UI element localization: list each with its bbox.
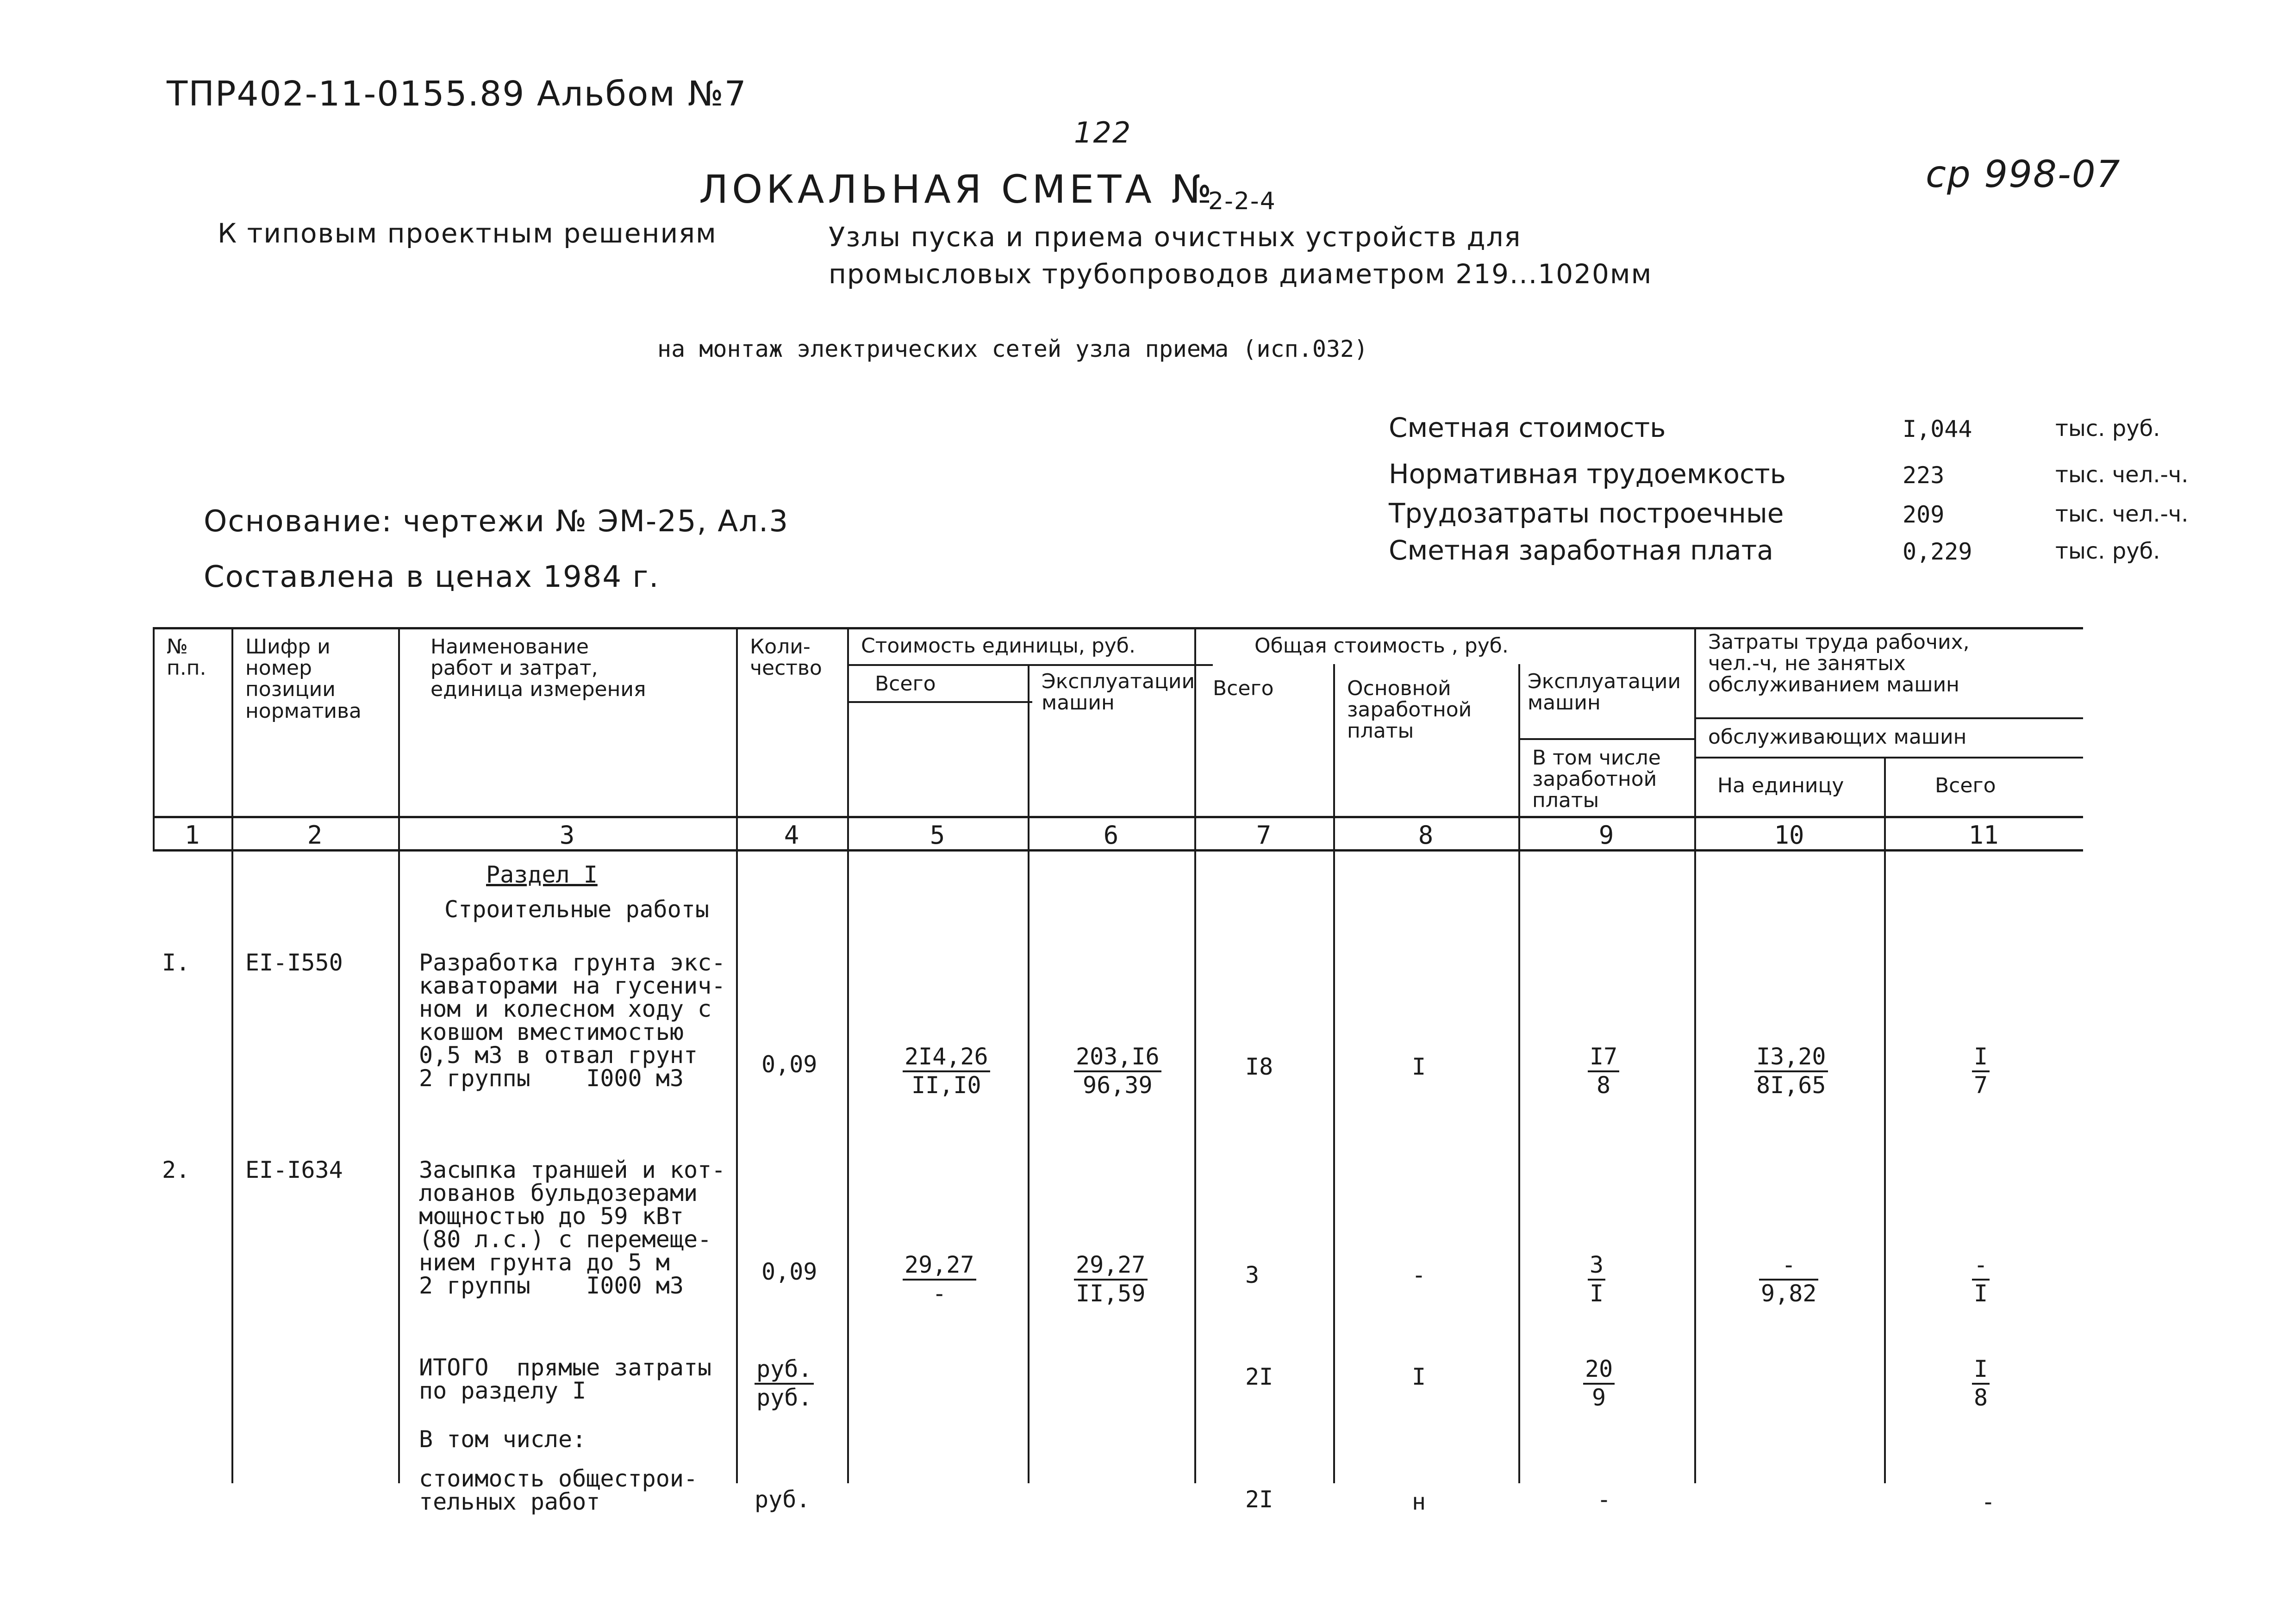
- summary-row-labor-site: [1389, 497, 2254, 539]
- row-total: 3: [1245, 1262, 1260, 1288]
- estimate-table: [153, 627, 2083, 1515]
- row-total: I8: [1245, 1053, 1273, 1080]
- handwritten-annotation: ср 998-07: [1926, 153, 2121, 196]
- row-base-wage: -: [1412, 1262, 1426, 1288]
- col-number: 10: [1774, 821, 1804, 850]
- row-name: Засыпка траншей и кот- лованов бульдозерами мощностью до 59 кВт (80 л.с.) с перемеще- нием грунта до 5 м 2 группы I000 м3: [419, 1157, 726, 1299]
- row-labor-total: $\frac{I}{7}$: [1972, 1044, 1990, 1099]
- page-number: 122: [1074, 116, 1132, 149]
- col-number: 3: [559, 821, 575, 850]
- header-col-9-bottom: В том числе заработной платы: [1532, 746, 1661, 813]
- subtitle-right-line2: промысловых трубопроводов диаметром 219...1020мм: [829, 258, 1653, 290]
- row-unit-total: $\frac{2I4,26}{II,I0}$: [903, 1044, 990, 1099]
- summary-label: Сметная заработная плата: [1389, 535, 1773, 566]
- row-labor-total: - I: [1972, 1252, 1990, 1307]
- row-number: 2.: [162, 1157, 190, 1183]
- header-col-1: № п.п.: [167, 635, 206, 680]
- row-quantity: 0,09: [761, 1258, 817, 1285]
- document-code: ТПР402-11-0155.89 Альбом №7: [167, 74, 747, 114]
- total-row-base-wage: I: [1412, 1363, 1426, 1390]
- header-col-8: Основной заработной платы: [1347, 677, 1472, 743]
- summary-value: 223: [1903, 462, 1945, 489]
- row-labor-unit: $\frac{I3,20}{8I,65}$: [1754, 1044, 1828, 1099]
- including-label: В том числе:: [419, 1426, 586, 1453]
- total-row-labor-total: $\frac{I}{8}$: [1972, 1356, 1990, 1411]
- estimate-purpose: на монтаж электрических сетей узла приема (исп.032): [657, 336, 1368, 362]
- row-machine: $\frac{I7}{8}$: [1588, 1044, 1619, 1099]
- summary-label: Трудозатраты построечные: [1389, 497, 1784, 529]
- col-number: 11: [1968, 821, 1999, 850]
- section-title: Раздел I: [486, 861, 598, 888]
- col-number: 7: [1256, 821, 1272, 850]
- header-col-3: Наименование работ и затрат, единица измерения: [430, 635, 646, 702]
- total-row-unit: руб. руб.: [755, 1356, 814, 1411]
- header-col-4: Коли- чество: [750, 635, 822, 680]
- row-unit-machine: $\frac{29,27}{II,59}$: [1074, 1252, 1148, 1307]
- row-machine: $\frac{3}{I}$: [1588, 1252, 1605, 1307]
- summary-label: Нормативная трудоемкость: [1389, 458, 1786, 490]
- header-col-6: Эксплуатации машин: [1042, 670, 1195, 715]
- general-row-labor-total: -: [1981, 1488, 1996, 1515]
- summary-row-wage: [1389, 535, 2254, 576]
- summary-unit: тыс. руб.: [2055, 416, 2160, 442]
- col-number: 2: [307, 821, 323, 850]
- general-row-total: 2I: [1245, 1486, 1273, 1513]
- row-base-wage: I: [1412, 1053, 1426, 1080]
- document-title: ЛОКАЛЬНАЯ СМЕТА №: [699, 167, 1216, 212]
- total-row-name: ИТОГО прямые затраты по разделу I: [419, 1354, 712, 1404]
- row-code: EI-I634: [245, 1157, 343, 1183]
- summary-unit: тыс. руб.: [2055, 538, 2160, 564]
- row-number: I.: [162, 949, 190, 976]
- row-name: Разработка грунта экс- каваторами на гусенич- ном и колесном ходу с ковшом вместимостью 0,5 м3 в отвал грунт 2 группы I000 м3: [419, 949, 726, 1092]
- general-row-base-wage: н: [1412, 1488, 1426, 1515]
- total-row-machine: $\frac{20}{9}$: [1583, 1356, 1615, 1411]
- row-unit-total: 29,27 -: [903, 1252, 976, 1307]
- col-number: 1: [184, 821, 200, 850]
- col-number: 4: [784, 821, 799, 850]
- total-row-total: 2I: [1245, 1363, 1273, 1390]
- header-group-total-cost: Общая стоимость , руб.: [1254, 634, 1509, 658]
- col-number: 8: [1418, 821, 1434, 850]
- row-quantity: 0,09: [761, 1051, 817, 1078]
- header-group-labor-bottom: обслуживающих машин: [1708, 725, 1967, 749]
- header-col-5: Всего: [875, 672, 936, 696]
- header-group-labor: Затраты труда рабочих, чел.-ч, не занятых обслуживанием машин: [1708, 630, 1970, 697]
- section-subtitle: Строительные работы: [444, 896, 709, 923]
- summary-unit: тыс. чел.-ч.: [2055, 462, 2189, 488]
- header-group-unit-cost: Стоимость единицы, руб.: [861, 634, 1136, 658]
- general-row-machine: -: [1597, 1486, 1611, 1513]
- summary-value: I,044: [1903, 416, 1972, 442]
- basis-line: Основание: чертежи № ЭМ-25, Ал.3: [204, 504, 789, 539]
- subtitle-right-line1: Узлы пуска и приема очистных устройств для: [829, 221, 1522, 253]
- summary-label: Сметная стоимость: [1389, 412, 1666, 443]
- col-number: 9: [1598, 821, 1614, 850]
- header-col-7: Всего: [1213, 677, 1274, 700]
- header-col-11: Всего: [1935, 774, 1996, 797]
- subtitle-left: К типовым проектным решениям: [218, 218, 717, 249]
- row-unit-machine: $\frac{203,I6}{96,39}$: [1074, 1044, 1161, 1099]
- general-row-unit: руб.: [755, 1486, 811, 1513]
- estimate-number: 2-2-4: [1208, 187, 1276, 215]
- row-code: EI-I550: [245, 949, 343, 976]
- summary-unit: тыс. чел.-ч.: [2055, 501, 2189, 527]
- summary-row-cost: [1389, 412, 2254, 454]
- summary-value: 209: [1903, 501, 1945, 528]
- summary-row-labor-norm: [1389, 458, 2254, 500]
- compiled-line: Составлена в ценах 1984 г.: [204, 560, 660, 594]
- row-labor-unit: - 9,82: [1759, 1252, 1818, 1307]
- header-col-10: На единицу: [1717, 774, 1844, 797]
- header-col-2: Шифр и номер позиции норматива: [245, 635, 362, 723]
- header-col-9-top: Эксплуатации машин: [1528, 670, 1681, 715]
- summary-value: 0,229: [1903, 538, 1972, 565]
- col-number: 6: [1103, 821, 1119, 850]
- col-number: 5: [930, 821, 945, 850]
- general-row-name: стоимость общестрои- тельных работ: [419, 1465, 698, 1515]
